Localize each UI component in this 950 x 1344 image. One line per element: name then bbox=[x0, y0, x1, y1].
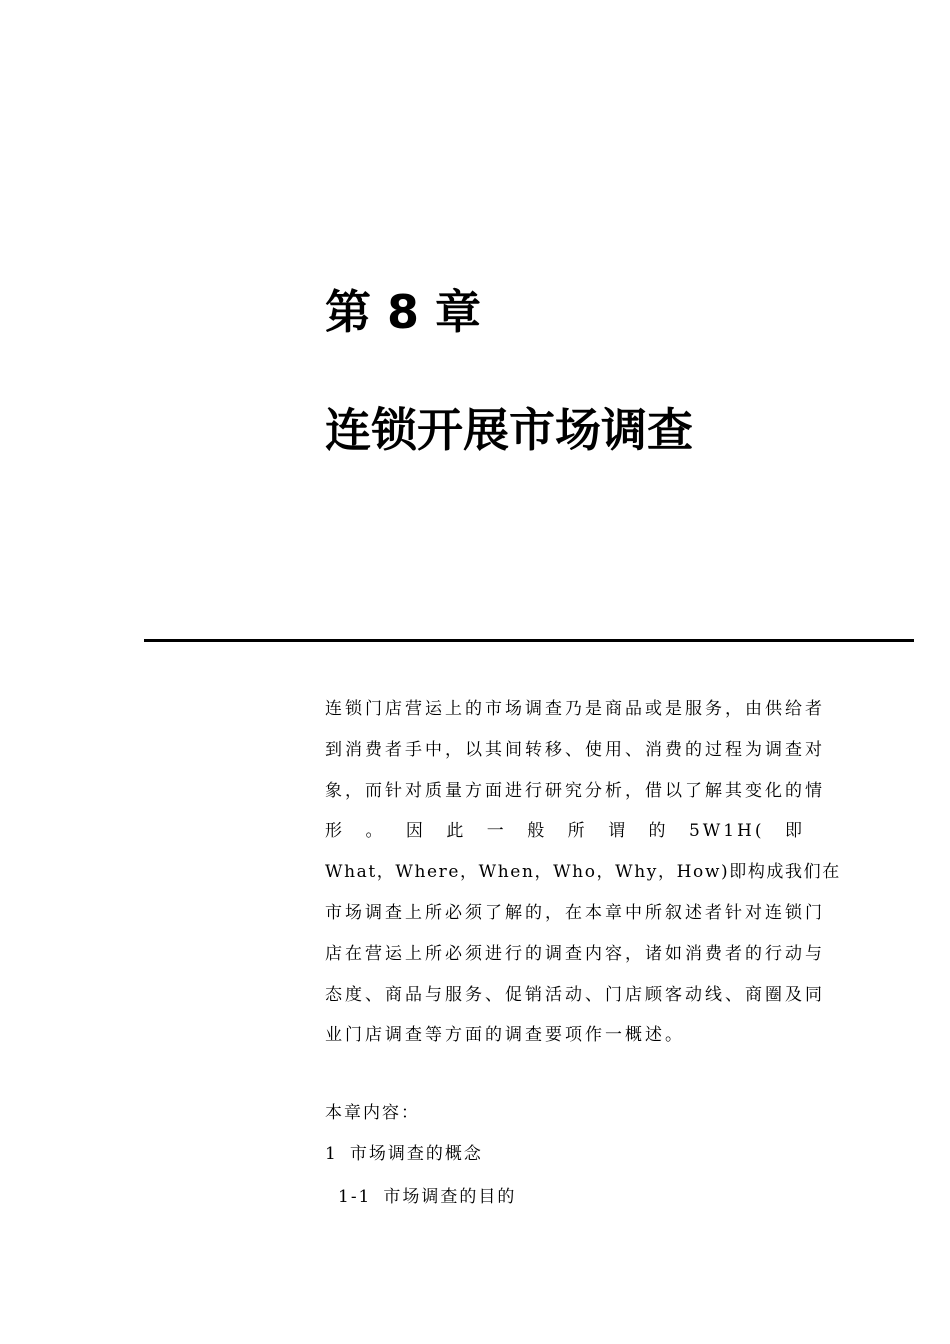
paragraph-line-justified bbox=[325, 811, 805, 852]
justified-word: 形 bbox=[325, 821, 345, 842]
justified-word: 此 bbox=[446, 821, 467, 842]
paragraph-line: 象，而针对质量方面进行研究分析，借以了解其变化的情 bbox=[325, 780, 825, 801]
paragraph-line: 店在营运上所必须进行的调查内容，诸如消费者的行动与 bbox=[325, 943, 825, 964]
paragraph-line: 业门店调查等方面的调查要项作一概述。 bbox=[325, 1025, 685, 1046]
contents-item-text: 市场调查的概念 bbox=[349, 1144, 483, 1164]
intro-paragraph bbox=[325, 689, 841, 1056]
justified-word: 谓 bbox=[608, 821, 629, 842]
contents-item bbox=[338, 1182, 516, 1207]
justified-word: 的 bbox=[648, 821, 669, 842]
paragraph-line: 连锁门店营运上的市场调查乃是商品或是服务，由供给者 bbox=[325, 699, 825, 719]
justified-word: 即 bbox=[784, 821, 805, 842]
paragraph-line: 市场调查上所必须了解的，在本章中所叙述者针对连锁门 bbox=[325, 902, 825, 923]
paragraph-line: What，Where，When，Who，Why，How)即构成我们在 bbox=[325, 862, 841, 883]
horizontal-divider bbox=[144, 639, 914, 642]
justified-word: 。 bbox=[365, 821, 386, 842]
chapter-title: 连锁开展市场调查 bbox=[325, 403, 693, 457]
paragraph-line: 态度、商品与服务、促销活动、门店顾客动线、商圈及同 bbox=[325, 984, 825, 1005]
justified-word: 一 bbox=[486, 821, 507, 842]
justified-word: 5W1H( bbox=[688, 821, 765, 842]
paragraph-line: 到消费者手中，以其间转移、使用、消费的过程为调查对 bbox=[325, 739, 825, 760]
contents-label: 本章内容： bbox=[325, 1103, 420, 1123]
chapter-number: 第 8 章 bbox=[325, 285, 482, 339]
justified-word: 般 bbox=[527, 821, 548, 842]
contents-item-text: 市场调查的目的 bbox=[383, 1187, 517, 1207]
contents-item bbox=[325, 1139, 483, 1164]
contents-item-number: 1 bbox=[325, 1144, 338, 1164]
justified-word: 因 bbox=[405, 821, 426, 842]
justified-word: 所 bbox=[567, 821, 588, 842]
contents-item-number: 1-1 bbox=[338, 1187, 372, 1207]
